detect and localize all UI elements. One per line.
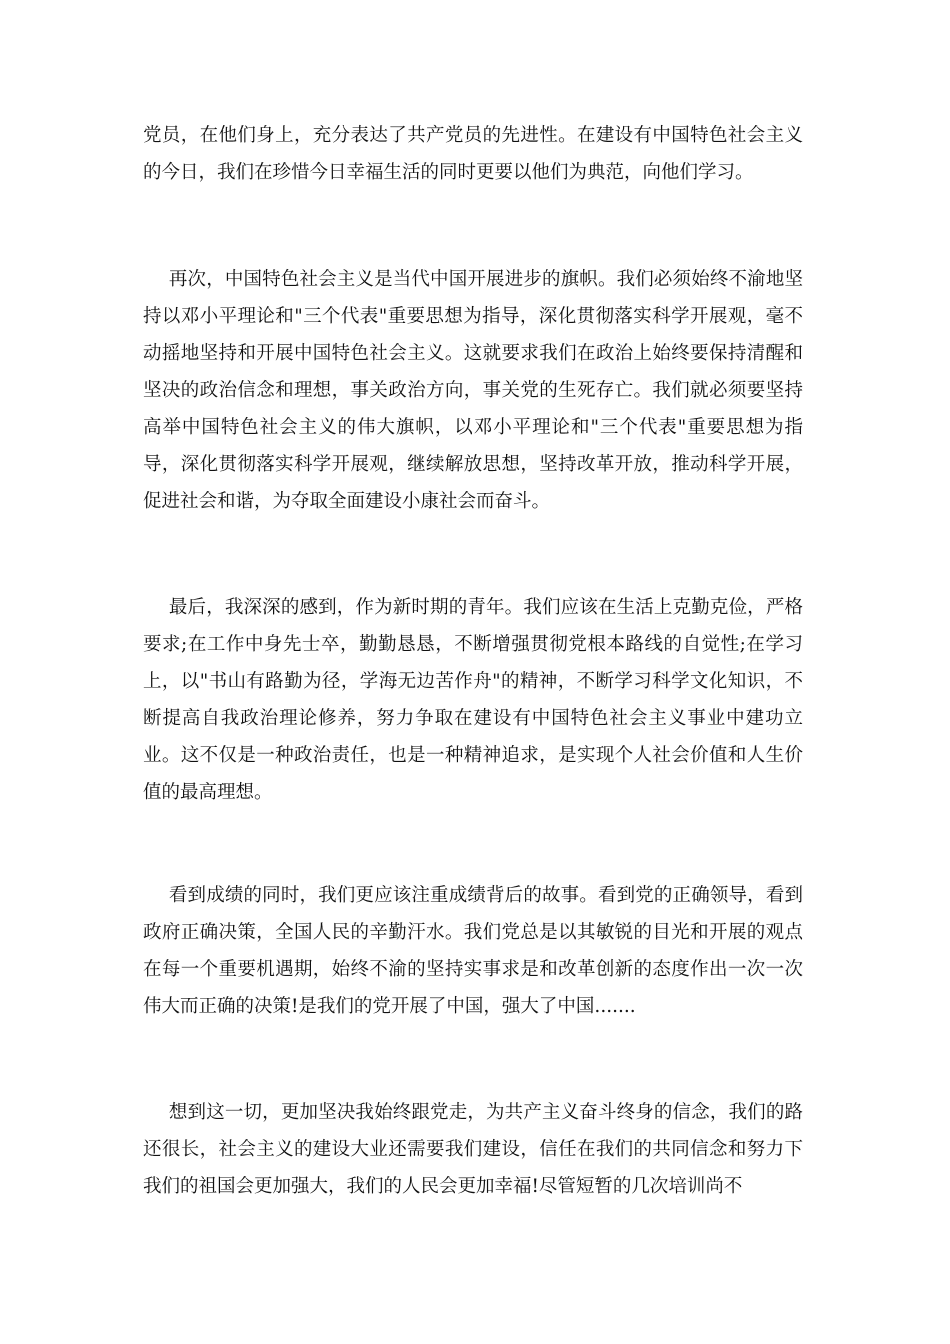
paragraph: 看到成绩的同时，我们更应该注重成绩背后的故事。看到党的正确领导，看到政府正确决策，全国人民的辛勤汗水。我们党总是以其敏锐的目光和开展的观点在每一个重要机遇期，始终不渝的坚持实事求是和改革创新的态度作出一次一次伟大而正确的决策!是我们的党开展了中国，强大了中国....... [143,885,803,1017]
paragraph: 最后，我深深的感到，作为新时期的青年。我们应该在生活上克勤克俭，严格要求;在工作中身先士卒，勤勤恳恳，不断增强贯彻党根本路线的自觉性;在学习上，以"书山有路勤为径，学海无边苦作舟"的精神，不断学习科学文化知识，不断提高自我政治理论修养，努力争取在建设有中国特色社会主义事业中建功立业。这不仅是一种政治责任，也是一种精神追求，是实现个人社会价值和人生价值的最高理想。 [143,597,803,803]
paragraph: 想到这一切，更加坚决我始终跟党走，为共产主义奋斗终身的信念，我们的路还很长，社会主义的建设大业还需要我们建设，信任在我们的共同信念和努力下我们的祖国会更加强大，我们的人民会更加幸福!尽管短暂的几次培训尚不 [143,1102,803,1197]
paragraph: 再次，中国特色社会主义是当代中国开展进步的旗帜。我们必须始终不渝地坚持以邓小平理论和"三个代表"重要思想为指导，深化贯彻落实科学开展观，毫不动摇地坚持和开展中国特色社会主义。这就要求我们在政治上始终要保持清醒和坚决的政治信念和理想，事关政治方向，事关党的生死存亡。我们就必须要坚持高举中国特色社会主义的伟大旗帜，以邓小平理论和"三个代表"重要思想为指导，深化贯彻落实科学开展观，继续解放思想，坚持改革开放，推动科学开展，促进社会和谐，为夺取全面建设小康社会而奋斗。 [143,269,803,512]
paragraph: 党员，在他们身上，充分表达了共产党员的先进性。在建设有中国特色社会主义的今日，我们在珍惜今日幸福生活的同时更要以他们为典范，向他们学习。 [143,125,803,183]
